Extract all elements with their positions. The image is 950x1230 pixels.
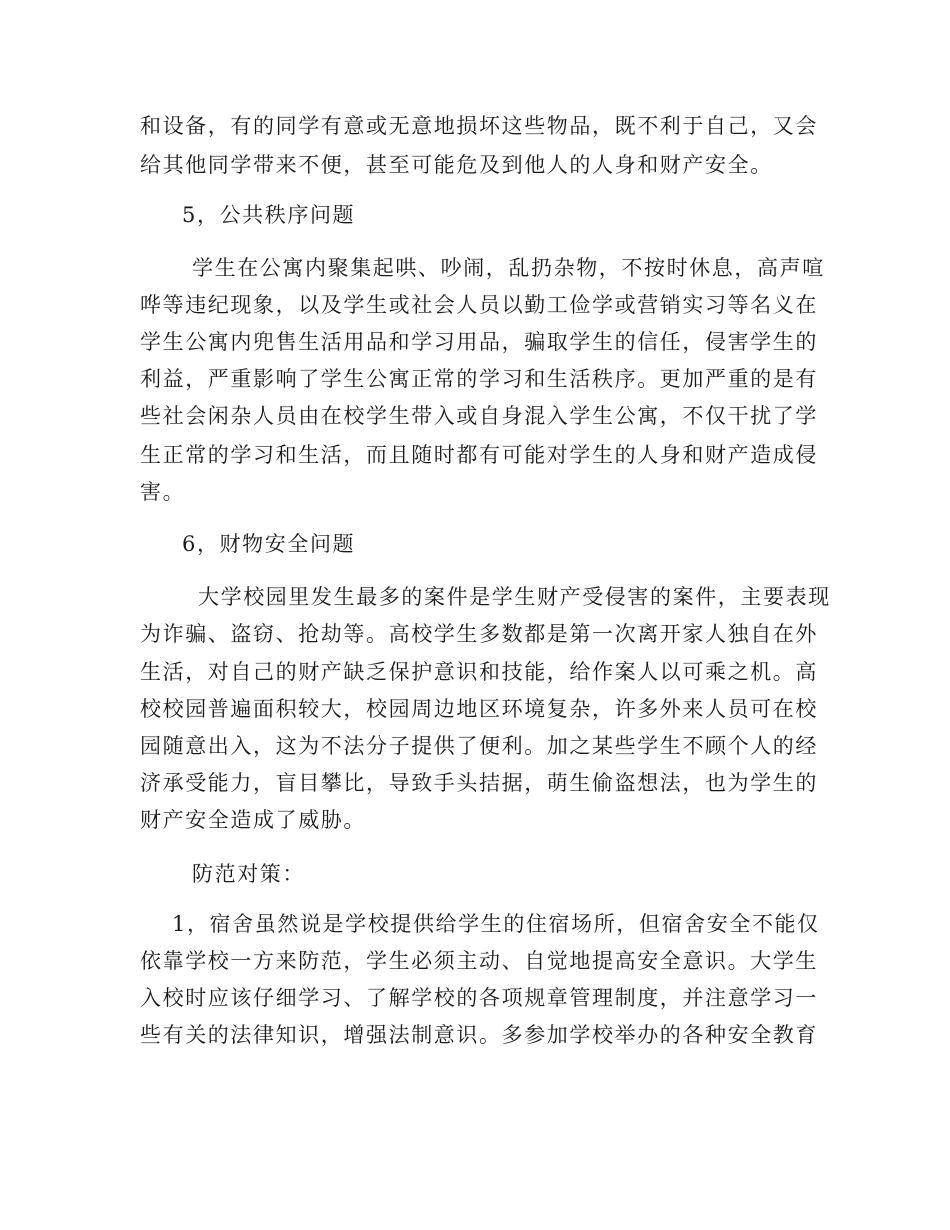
text-line: 1，宿舍虽然说是学校提供给学生的住宿场所，但宿舍安全不能仅 bbox=[172, 912, 820, 936]
text-line: 利益，严重影响了学生公寓正常的学习和生活秩序。更加严重的是有 bbox=[140, 367, 818, 391]
section-heading-property-safety: 6，财物安全问题 bbox=[182, 532, 356, 556]
text-line: 学生在公寓内聚集起哄、吵闹，乱扔杂物，不按时休息，高声喧 bbox=[192, 256, 825, 280]
text-line: 园随意出入，这为不法分子提供了便利。加之某些学生不顾个人的经 bbox=[140, 734, 818, 758]
text-line: 财产安全造成了威胁。 bbox=[140, 808, 366, 832]
text-line: 生正常的学习和生活，而且随时都有可能对学生的人身和财产造成侵 bbox=[140, 443, 818, 467]
text-line: 校校园普遍面积较大，校园周边地区环境复杂，许多外来人员可在校 bbox=[140, 697, 818, 721]
section-heading-public-order: 5，公共秩序问题 bbox=[182, 203, 356, 227]
text-line: 生活，对自己的财产缺乏保护意识和技能，给作案人以可乘之机。高 bbox=[140, 660, 818, 684]
text-line: 和设备，有的同学有意或无意地损坏这些物品，既不利于自己，又会 bbox=[140, 114, 818, 138]
text-line: 些有关的法律知识，增强法制意识。多参加学校举办的各种安全教育 bbox=[140, 1023, 818, 1047]
text-line: 害。 bbox=[140, 480, 186, 504]
text-line: 济承受能力，盲目攀比，导致手头拮据，萌生偷盗想法，也为学生的 bbox=[140, 771, 818, 795]
text-line: 依靠学校一方来防范，学生必须主动、自觉地提高安全意识。大学生 bbox=[140, 949, 818, 973]
text-line: 哗等违纪现象，以及学生或社会人员以勤工俭学或营销实习等名义在 bbox=[140, 293, 818, 317]
text-line: 为诈骗、盗窃、抢劫等。高校学生多数都是第一次离开家人独自在外 bbox=[140, 622, 818, 646]
text-line: 些社会闲杂人员由在校学生带入或自身混入学生公寓，不仅干扰了学 bbox=[140, 404, 818, 428]
section-heading-countermeasures: 防范对策： bbox=[192, 862, 305, 886]
text-line: 学生公寓内兜售生活用品和学习用品，骗取学生的信任，侵害学生的 bbox=[140, 330, 818, 354]
text-line: 给其他同学带来不便，甚至可能危及到他人的人身和财产安全。 bbox=[140, 153, 773, 177]
text-line: 入校时应该仔细学习、了解学校的各项规章管理制度，并注意学习一 bbox=[140, 986, 818, 1010]
text-line: 大学校园里发生最多的案件是学生财产受侵害的案件，主要表现 bbox=[198, 585, 831, 609]
